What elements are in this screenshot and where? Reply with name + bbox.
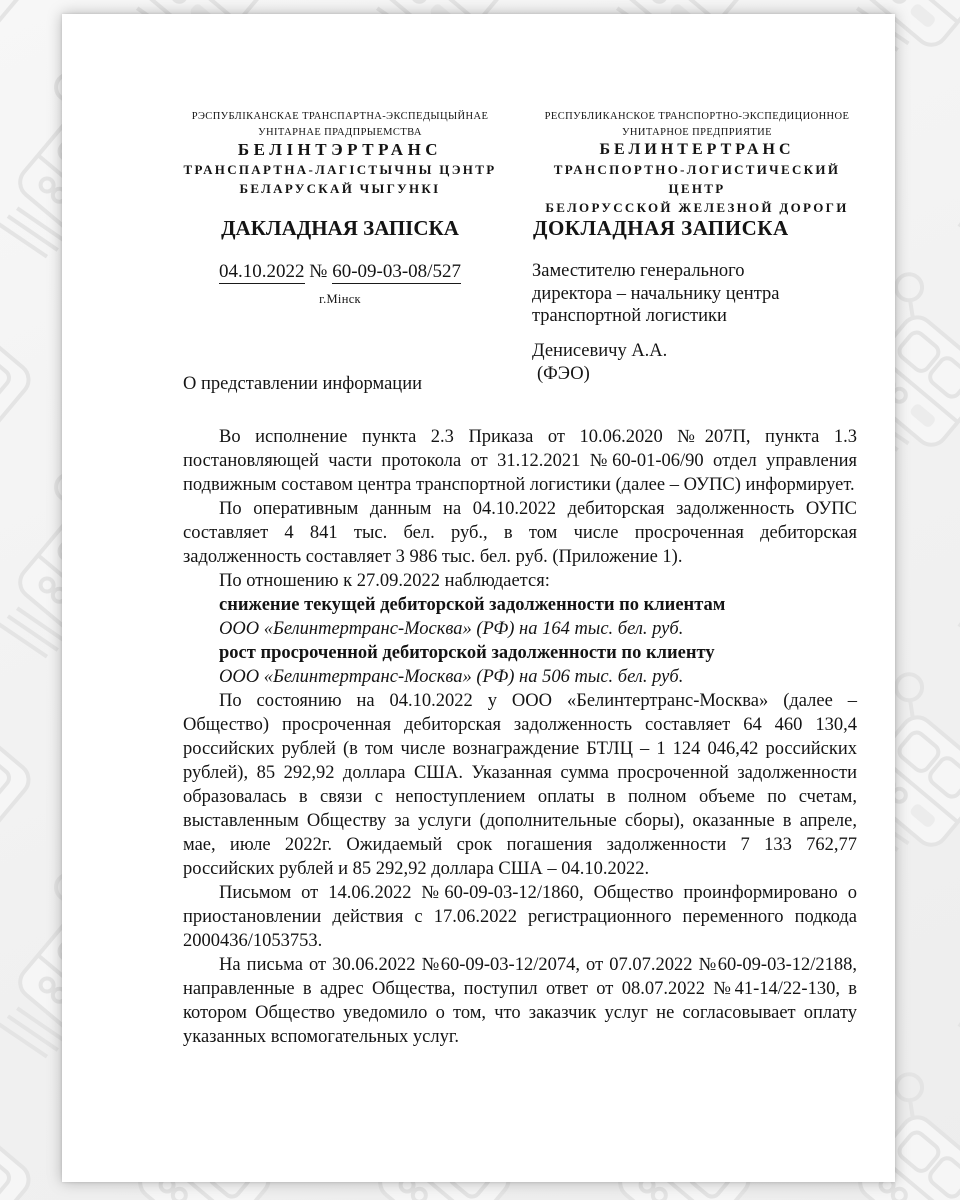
doc-city: г.Мінск (319, 292, 361, 306)
letterhead-right-org (532, 109, 862, 140)
addressee-line: директора – начальнику центра (532, 283, 780, 304)
subject-line: О представлении информации (183, 374, 423, 394)
org-name-line: РЭСПУБЛІКАНСКАЕ ТРАНСПАРТНА-ЭКСПЕДЫЦЫЙНАЕ (191, 111, 489, 122)
decrease-heading-line: снижение текущей дебиторской задолженности по клиентам (219, 595, 726, 615)
org-name-line: УНІТАРНАЕ ПРАДПРЫЕМСТВА (258, 126, 422, 138)
letterhead-left-brand: БЕЛІНТЭРТРАНС (237, 140, 443, 159)
paragraph-letter-notification: Письмом от 14.06.2022 №60-09-03-12/1860, Общество проинформировано о приостановлении действия с 17.06.2022 регистрационного переменного подкода 2000436/1053753. (183, 883, 857, 951)
org-center-line: БЕЛАРУСКАЙ ЧЫГУНКІ (239, 181, 441, 196)
doc-date: 04.10.2022 (219, 261, 305, 282)
doc-type-title-ru: ДОКЛАДНАЯ ЗАПИСКА (533, 216, 789, 240)
document-page (62, 14, 895, 1182)
decrease-client-line: ООО «Белинтертранс-Москва» (РФ) на 164 тыс. бел. руб. (219, 619, 684, 639)
org-name-line: РЕСПУБЛИКАНСКОЕ ТРАНСПОРТНО-ЭКСПЕДИЦИОННОЕ (544, 111, 850, 122)
number-sign: № (309, 261, 328, 282)
paragraph-intro: Во исполнение пункта 2.3 Приказа от 10.06.2020 №207П, пункта 1.3 постановляющей части протокола от 31.12.2021 №60-01-06/90 отдел управления подвижным составом центра транспортной логистики (далее – ОУПС) информирует. (183, 427, 857, 495)
doc-type-title-by: ДАКЛАДНАЯ ЗАПІСКА (221, 216, 459, 240)
letterhead-right-center (532, 160, 862, 217)
document-body (183, 425, 857, 1049)
paragraph-overdue-details: По состоянию на 04.10.2022 у ООО «Белинтертранс-Москва» (далее – Общество) просроченная дебиторская задолженность составляет 64 460 130,4 российских рублей (в том числе вознаграждение БТЛЦ – 1 124 046,42 российских рублей), 85 292,92 доллара США. Указанная сумма просроченной задолженности образовалась в связи с непоступлением оплаты в полном объеме по счетам, выставленным Обществу за услуги (дополнительные сборы), оказанные в апреле, мае, июле 2022г. Ожидаемый срок погашения задолженности 7 133 762,77 российских рублей и 85 292,92 доллара США – 04.10.2022. (183, 691, 857, 879)
addressee-line: транспортной логистики (532, 306, 727, 326)
doc-ref-number: 60-09-03-08/527 (332, 261, 461, 282)
increase-heading-line: рост просроченной дебиторской задолженности по клиенту (219, 643, 715, 663)
addressee-unit: (ФЭО) (537, 363, 590, 384)
letterhead-left-center (180, 160, 500, 198)
addressee-line: Заместителю генерального (532, 261, 745, 281)
paragraph-letters-response: На письма от 30.06.2022 №60-09-03-12/2074, от 07.07.2022 №60-09-03-12/2188, направленные в адрес Общества, поступил ответ от 08.07.2022 №41-14/22-130, в котором Общество уведомило о том, что заказчик услуг не согласовывает оплату указанных вспомогательных услуг. (183, 955, 857, 1047)
org-center-line: ТРАНСПОРТНО-ЛОГИСТИЧЕСКИЙ ЦЕНТР (553, 162, 841, 196)
addressee-name: Денисевичу А.А. (532, 341, 668, 361)
paragraph-comparison: По отношению к 27.09.2022 наблюдается: (219, 571, 550, 591)
letterhead-left-org (180, 109, 500, 140)
org-center-line: БЕЛОРУССКОЙ ЖЕЛЕЗНОЙ ДОРОГИ (545, 200, 849, 215)
paragraph-operational-data: По оперативным данным на 04.10.2022 дебиторская задолженность ОУПС составляет 4 841 тыс. бел. руб., в том числе просроченная дебиторская задолженность составляет 3 986 тыс. бел. руб. (Приложение 1). (183, 499, 857, 567)
org-name-line: УНИТАРНОЕ ПРЕДПРИЯТИЕ (622, 126, 772, 138)
increase-client-line: ООО «Белинтертранс-Москва» (РФ) на 506 тыс. бел. руб. (219, 667, 684, 687)
letterhead-right-brand: БЕЛИНТЕРТРАНС (599, 141, 795, 158)
date-and-number-line (180, 260, 500, 284)
org-center-line: ТРАНСПАРТНА-ЛАГІСТЫЧНЫ ЦЭНТР (183, 162, 497, 177)
addressee-block (532, 260, 872, 328)
